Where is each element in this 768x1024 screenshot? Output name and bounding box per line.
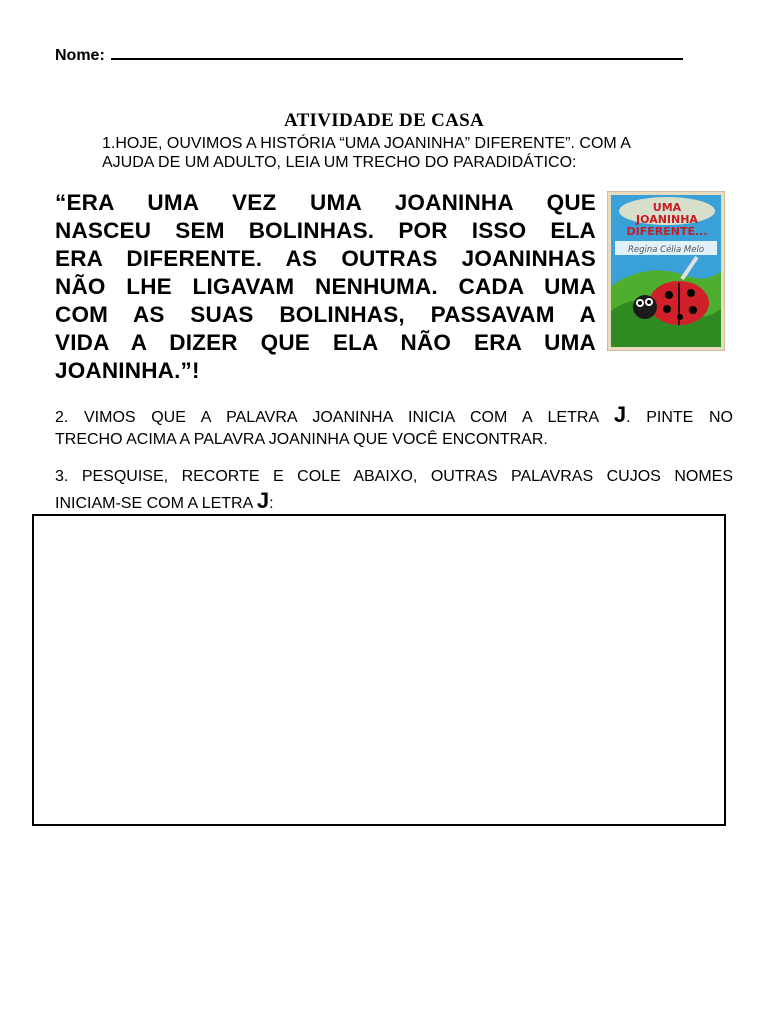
page-title: ATIVIDADE DE CASA <box>283 110 485 131</box>
question-2-text-a: 2. VIMOS QUE A PALAVRA JOANINHA INICIA COM A LETRA <box>55 409 599 426</box>
question-3-line-2 <box>55 489 733 516</box>
cover-title-line-2: JOANINHA <box>636 213 698 226</box>
excerpt-line: NÃO LHE LIGAVAM NENHUMA. CADA UMA <box>55 274 596 299</box>
question-3 <box>55 465 733 516</box>
question-3-text-b: : <box>269 495 274 512</box>
answer-box[interactable] <box>32 514 726 826</box>
name-blank-line[interactable] <box>111 42 683 60</box>
excerpt-line: JOANINHA.”! <box>55 358 200 383</box>
name-label: Nome: <box>55 47 105 64</box>
question-2-line-1 <box>55 404 733 429</box>
question-2 <box>55 404 733 451</box>
question-1 <box>102 134 717 172</box>
cover-author: Regina Célia Melo <box>627 245 705 255</box>
question-1-line-1: 1.HOJE, OUVIMOS A HISTÓRIA “UMA JOANINHA” DIFERENTE”. COM A <box>102 135 631 152</box>
question-3-text-a: INICIAM-SE COM A LETRA <box>55 495 253 512</box>
excerpt-line: VIDA A DIZER QUE ELA NÃO ERA UMA <box>55 330 596 355</box>
excerpt-line: ERA DIFERENTE. AS OUTRAS JOANINHAS <box>55 246 596 271</box>
question-1-line-2: AJUDA DE UM ADULTO, LEIA UM TRECHO DO PARADIDÁTICO: <box>102 154 577 171</box>
book-cover-image <box>607 191 725 351</box>
story-excerpt <box>55 189 596 385</box>
letter-j: J <box>613 402 627 427</box>
excerpt-line: COM AS SUAS BOLINHAS, PASSAVAM A <box>55 302 596 327</box>
ladybug-head <box>633 295 657 319</box>
cover-title-line-3: DIFERENTE... <box>626 225 708 238</box>
excerpt-line: “ERA UMA VEZ UMA JOANINHA QUE <box>55 190 596 215</box>
question-2-line-2: TRECHO ACIMA A PALAVRA JOANINHA QUE VOCÊ ENCONTRAR. <box>55 431 548 448</box>
name-field-row <box>55 42 683 65</box>
cover-title-line-1: UMA <box>652 201 682 214</box>
question-2-text-b: . PINTE NO <box>626 409 733 426</box>
question-3-line-1: 3. PESQUISE, RECORTE E COLE ABAIXO, OUTRAS PALAVRAS CUJOS NOMES <box>55 468 733 485</box>
letter-j: J <box>256 488 270 513</box>
excerpt-line: NASCEU SEM BOLINHAS. POR ISSO ELA <box>55 218 596 243</box>
